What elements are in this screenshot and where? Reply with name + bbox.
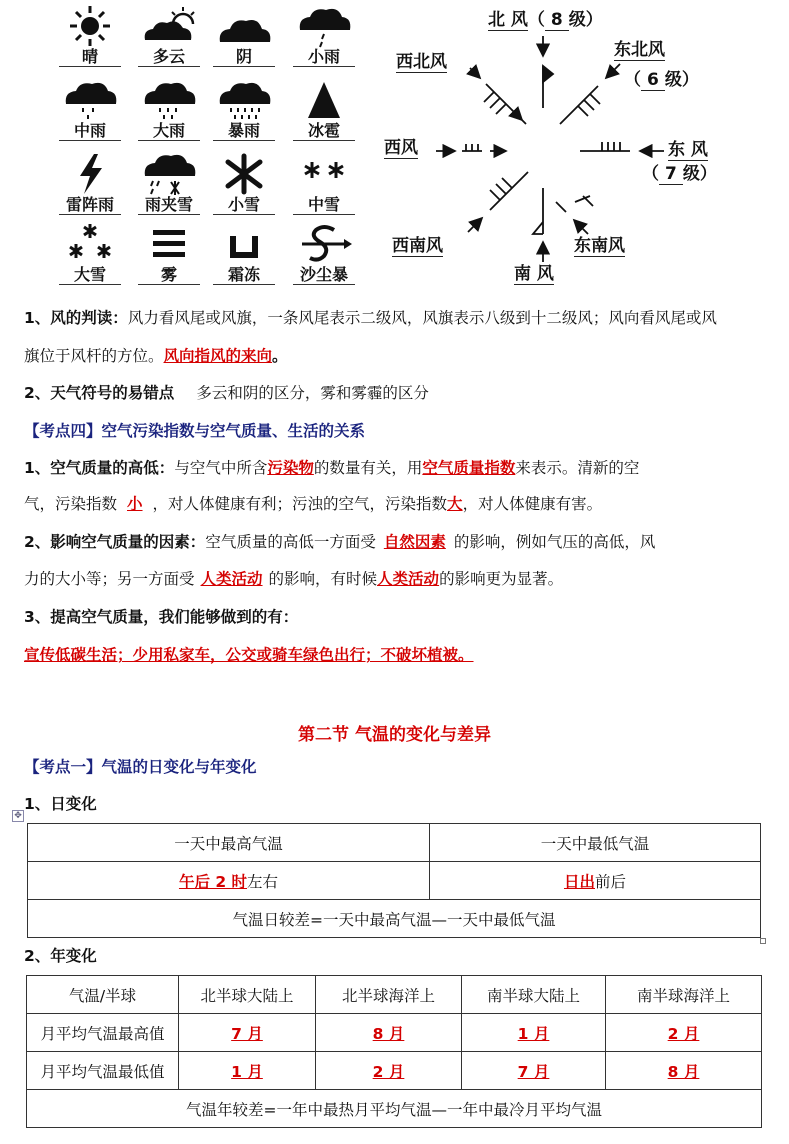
heavy-snow-icon [60, 222, 120, 266]
weather-cell [58, 222, 122, 285]
partly-cloudy-icon [139, 4, 199, 48]
weather-cell [58, 152, 122, 215]
table-header-cell: 南半球海洋上 [606, 976, 762, 1014]
moderate-snow-icon [294, 152, 354, 196]
weather-label: 雨夹雪 [138, 196, 200, 215]
weather-cell [212, 78, 276, 141]
table-header-cell: 南半球大陆上 [462, 976, 606, 1014]
symbol-pitfalls-paragraph: 2、天气符号的易错点 多云和阴的区分，雾和雾霾的区分 [24, 384, 429, 402]
weather-label: 沙尘暴 [293, 266, 355, 285]
sunny-icon [65, 4, 115, 48]
wind-label-north: 北 风（ 8 级） [488, 10, 603, 30]
wind-reading-paragraph-line2: 旗位于风杆的方位。风向指风的来向。 [24, 347, 288, 365]
air-quality-paragraph: 1、空气质量的高低：与空气中所含污染物的数量有关，用空气质量指数来表示。清新的空 [24, 459, 640, 477]
weather-cell [292, 152, 356, 215]
weather-cell [212, 222, 276, 285]
weather-cell [212, 152, 276, 215]
weather-label: 中雪 [293, 196, 355, 215]
heavy-rain-icon [139, 78, 199, 122]
annual-variation-title: 2、年变化 [24, 947, 97, 965]
weather-label: 霜冻 [213, 266, 275, 285]
table-cell: 午后 2 时左右 [28, 862, 430, 900]
thunderstorm-icon [60, 152, 120, 196]
wind-label-northeast: 东北风 [614, 40, 665, 60]
kaodian1-heading: 【考点一】气温的日变化与年变化 [24, 758, 257, 776]
wind-label-southeast: 东南风 [574, 236, 625, 256]
wind-level-northeast: （ 6 级） [624, 70, 699, 90]
sandstorm-icon [294, 222, 354, 266]
moderate-rain-icon [60, 78, 120, 122]
improve-paragraph: 3、提高空气质量，我们能够做到的有： [24, 608, 299, 626]
rainstorm-icon [214, 78, 274, 122]
weather-label: 晴 [59, 48, 121, 67]
weather-label: 小雨 [293, 48, 355, 67]
weather-label: 大雪 [59, 266, 121, 285]
table-row-label: 月平均气温最高值 [27, 1014, 179, 1052]
table-cell: 8 月 [316, 1014, 462, 1052]
table-cell: 7 月 [462, 1052, 606, 1090]
kaodian4-heading: 【考点四】空气污染指数与空气质量、生活的关系 [24, 422, 366, 440]
wind-level-east: （ 7 级） [642, 164, 717, 184]
fog-icon [139, 222, 199, 266]
table-header-cell: 北半球海洋上 [316, 976, 462, 1014]
frost-icon [214, 222, 274, 266]
weather-cell [292, 78, 356, 141]
weather-cell [137, 4, 201, 67]
weather-label: 雾 [138, 266, 200, 285]
weather-label: 冰雹 [293, 122, 355, 141]
wind-label-east: 东 风 [668, 140, 708, 160]
table-resize-handle[interactable] [760, 938, 766, 944]
table-cell: 2 月 [316, 1052, 462, 1090]
weather-label: 阴 [213, 48, 275, 67]
table-cell: 1 月 [179, 1052, 316, 1090]
table-header-cell: 北半球大陆上 [179, 976, 316, 1014]
weather-cell [58, 78, 122, 141]
weather-cell [292, 222, 356, 285]
weather-cell [58, 4, 122, 67]
weather-label: 暴雨 [213, 122, 275, 141]
wind-label-south: 南 风 [514, 264, 554, 284]
table-cell: 1 月 [462, 1014, 606, 1052]
weather-label: 大雨 [138, 122, 200, 141]
air-quality-paragraph-line2: 气，污染指数 小 ，对人体健康有利；污浊的空气，污染指数大，对人体健康有害。 [24, 495, 603, 513]
factors-paragraph-line2: 力的大小等；另一方面受 人类活动 的影响，有时候人类活动的影响更为显著。 [24, 570, 564, 588]
table-header-cell: 气温/半球 [27, 976, 179, 1014]
weather-label: 雷阵雨 [59, 196, 121, 215]
table-header-cell: 一天中最低气温 [430, 824, 761, 862]
weather-label: 多云 [138, 48, 200, 67]
table-cell: 日出前后 [430, 862, 761, 900]
factors-paragraph: 2、影响空气质量的因素：空气质量的高低一方面受 自然因素 的影响，例如气压的高低，风 [24, 533, 656, 551]
weather-label: 中雨 [59, 122, 121, 141]
daily-variation-title: 1、日变化 [24, 795, 97, 813]
weather-cell [212, 4, 276, 67]
weather-cell [137, 152, 201, 215]
annual-variation-table [26, 975, 762, 1128]
table-footer-cell: 气温年较差=一年中最热月平均气温—一年中最冷月平均气温 [27, 1090, 762, 1128]
daily-variation-table [27, 823, 761, 938]
improve-answer: 宣传低碳生活；少用私家车，公交或骑车绿色出行；不破坏植被。 [24, 646, 474, 664]
table-row-label: 月平均气温最低值 [27, 1052, 179, 1090]
wind-label-west: 西风 [384, 138, 418, 158]
table-footer-cell: 气温日较差=一天中最高气温—一天中最低气温 [28, 900, 761, 938]
weather-label: 小雪 [213, 196, 275, 215]
weather-cell [137, 222, 201, 285]
table-cell: 2 月 [606, 1014, 762, 1052]
weather-cell [292, 4, 356, 67]
light-rain-icon [294, 4, 354, 48]
hail-icon [294, 78, 354, 122]
overcast-icon [214, 4, 274, 48]
wind-label-northwest: 西北风 [396, 52, 447, 72]
table-cell: 7 月 [179, 1014, 316, 1052]
sleet-icon [139, 152, 199, 196]
table-cell: 8 月 [606, 1052, 762, 1090]
section2-heading: 第二节 气温的变化与差异 [298, 725, 491, 745]
table-header-cell: 一天中最高气温 [28, 824, 430, 862]
weather-cell [137, 78, 201, 141]
wind-label-southwest: 西南风 [392, 236, 443, 256]
wind-reading-paragraph: 1、风的判读：风力看风尾或风旗，一条风尾表示二级风，风旗表示八级到十二级风；风向看风尾或风 [24, 309, 717, 327]
table-move-handle-icon[interactable]: ✥ [12, 810, 24, 822]
light-snow-icon [214, 152, 274, 196]
